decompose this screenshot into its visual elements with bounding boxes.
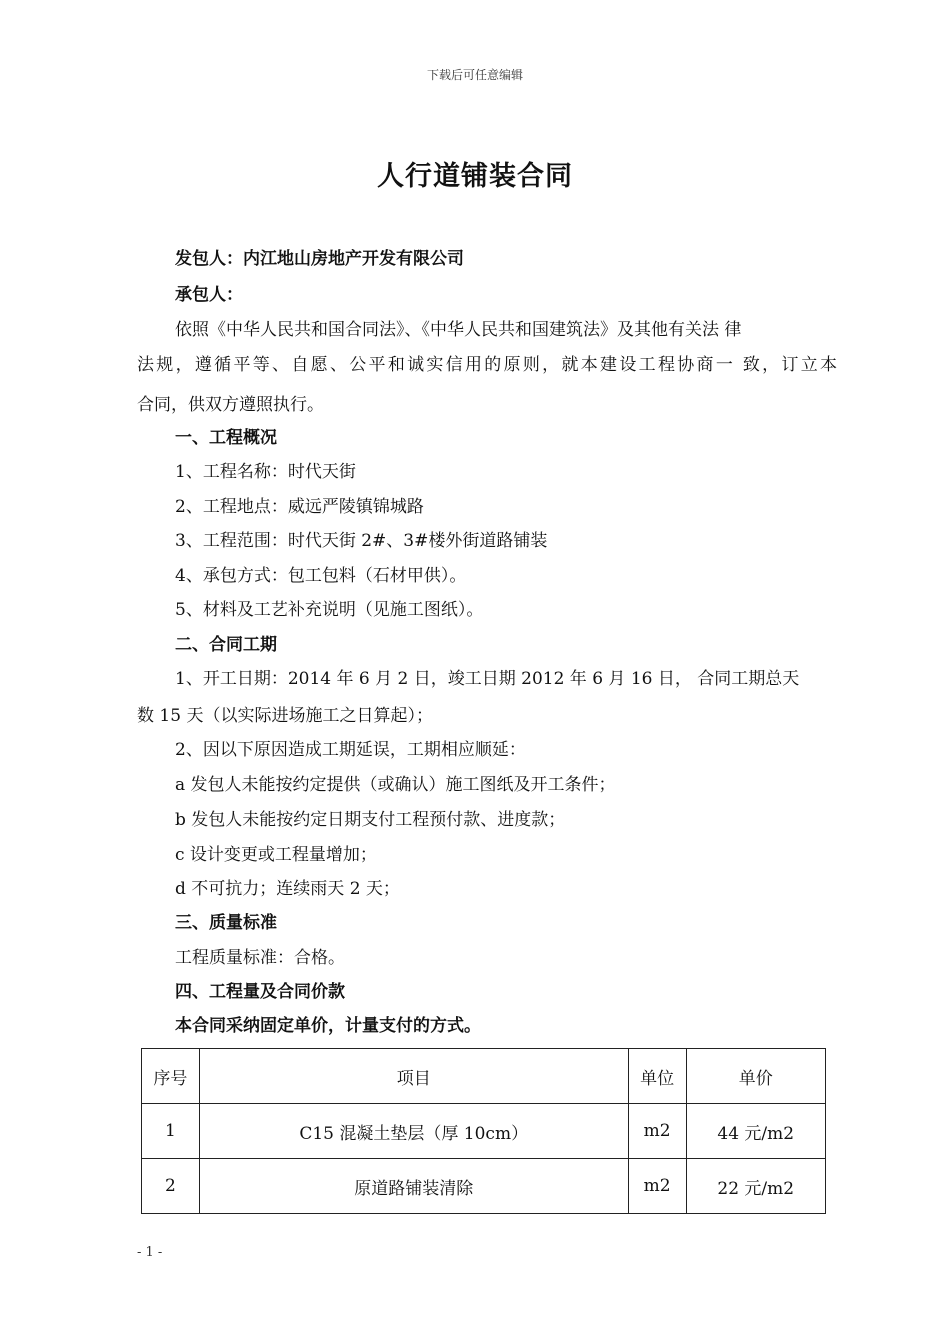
delay-reason: d 不可抗力；连续雨天 2 天； <box>175 879 400 899</box>
section2-heading: 二、合同工期 <box>175 635 277 655</box>
section1-item: 4、承包方式：包工包料（石材甲供）。 <box>175 566 467 586</box>
table-cell: 1 <box>142 1104 200 1159</box>
section2-item2: 2、因以下原因造成工期延误，工期相应顺延： <box>175 740 526 760</box>
intro-line-1: 依照《中华人民共和国合同法》、《中华人民共和国建筑法》及其他有关法 律 <box>175 320 742 340</box>
delay-reason: b 发包人未能按约定日期支付工程预付款、进度款； <box>175 810 566 830</box>
table-cell: C15 混凝土垫层（厚 10cm） <box>199 1104 628 1159</box>
section3-heading: 三、质量标准 <box>175 913 277 933</box>
delay-reason: a 发包人未能按约定提供（或确认）施工图纸及开工条件； <box>175 775 616 795</box>
section1-item: 5、材料及工艺补充说明（见施工图纸）。 <box>175 600 484 620</box>
table-cell: m2 <box>628 1104 686 1159</box>
section1-item: 2、工程地点：威远严陵镇锦城路 <box>175 497 424 517</box>
table-header-row <box>142 1049 826 1104</box>
section1-heading: 一、工程概况 <box>175 428 277 448</box>
table-header-cell: 单价 <box>686 1049 826 1104</box>
table-cell: 22 元/m2 <box>686 1159 826 1214</box>
section2-item1-line1: 1、开工日期：2014 年 6 月 2 日，竣工日期 2012 年 6 月 16 日， 合同工期总天 <box>175 669 800 689</box>
section4-heading: 四、工程量及合同价款 <box>175 982 345 1002</box>
table-row <box>142 1159 826 1214</box>
intro-line-2: 法规，遵循平等、自愿、公平和诚实信用的原则，就本建设工程协商一 致，订立本 <box>137 355 837 375</box>
section1-item: 1、工程名称：时代天街 <box>175 462 356 482</box>
contract-title: 人行道铺装合同 <box>377 161 573 192</box>
employer-line: 发包人：内江地山房地产开发有限公司 <box>175 249 464 269</box>
section4-subheading: 本合同采纳固定单价，计量支付的方式。 <box>175 1016 481 1036</box>
intro-line-3: 合同，供双方遵照执行。 <box>137 395 324 415</box>
quality-standard: 工程质量标准：合格。 <box>175 948 345 968</box>
section2-item1-line2: 数 15 天（以实际进场施工之日算起）； <box>137 706 433 726</box>
table-header-cell: 序号 <box>142 1049 200 1104</box>
contractor-line: 承包人： <box>175 285 243 305</box>
table-cell: 原道路铺装清除 <box>199 1159 628 1214</box>
section1-item: 3、工程范围：时代天街 2#、3#楼外街道路铺装 <box>175 531 548 551</box>
table-header-cell: 单位 <box>628 1049 686 1104</box>
table-cell: 44 元/m2 <box>686 1104 826 1159</box>
table-header-cell: 项目 <box>199 1049 628 1104</box>
header-note: 下载后可任意编辑 <box>426 68 523 82</box>
price-table <box>141 1048 826 1214</box>
table-cell: m2 <box>628 1159 686 1214</box>
table-row <box>142 1104 826 1159</box>
table-cell: 2 <box>142 1159 200 1214</box>
page-number: - 1 - <box>137 1245 163 1260</box>
delay-reason: c 设计变更或工程量增加； <box>175 845 377 865</box>
